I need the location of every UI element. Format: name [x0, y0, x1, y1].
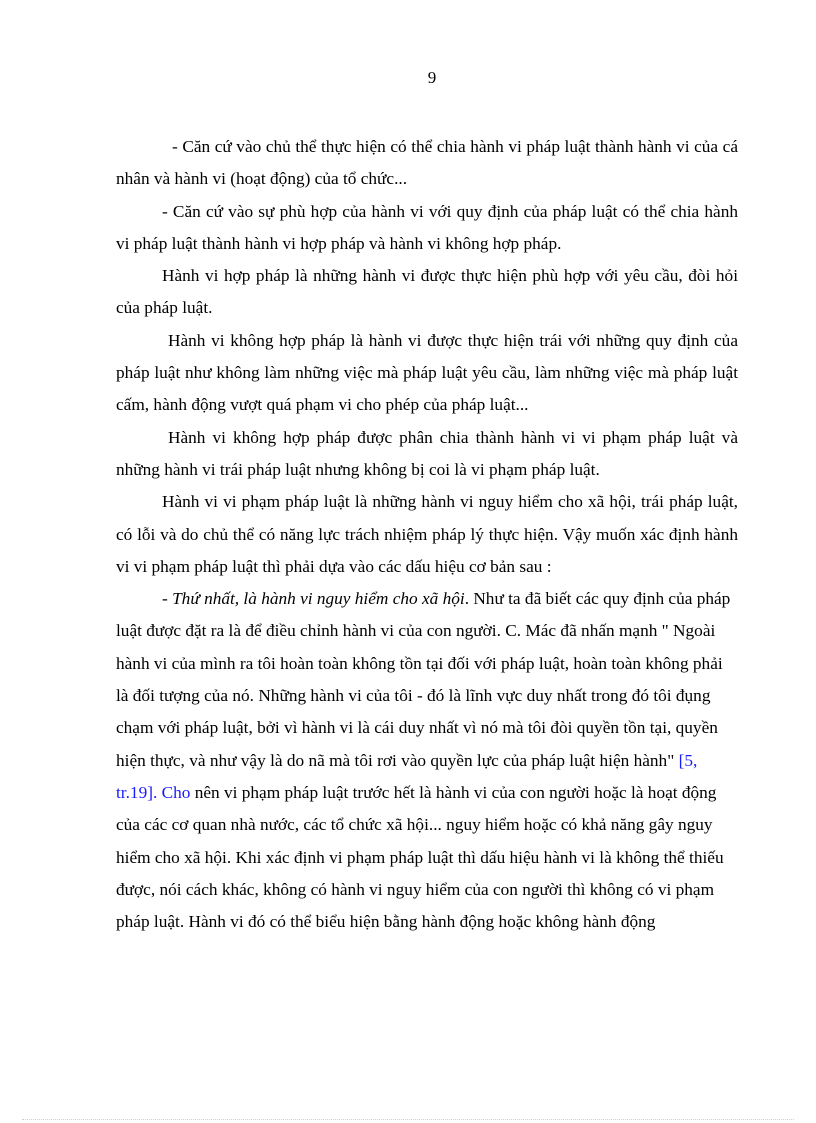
document-body: [116, 131, 738, 938]
paragraph-first-sign: [116, 583, 738, 938]
first-sign-heading: - Thứ nhất, là hành vi nguy hiểm cho xã hội: [162, 589, 465, 609]
citation-reference: [5, tr.19]. Cho: [116, 750, 698, 802]
first-sign-continuation: nên vi phạm pháp luật trước hết là hành vi của con người hoặc là hoạt động của các cơ quan nhà nước, các tổ chức xã hội... nguy hiểm hoặc có khả năng gây nguy hiểm cho xã hội. Khi xác định vi phạm pháp luật thì dấu hiệu hành vi là không thể thiếu được, nói cách khác, không có hành vi nguy hiểm của con người thì không có vi phạm pháp luật. Hành vi đó có thể biểu hiện bằng hành động hoặc không hành động: [116, 782, 724, 932]
first-sign-body: . Như ta đã biết các quy định của pháp luật được đặt ra là để điều chỉnh hành vi của con người. C. Mác đã nhấn mạnh " Ngoài hành vi của mình ra tôi hoàn toàn không tồn tại đối với pháp luật, hoàn toàn không phải là đối tượng của nó. Những hành vi của tôi - đó là lĩnh vực duy nhất trong đó tôi đụng chạm với pháp luật, bởi vì hành vi là cái duy nhất vì nó mà tôi đòi quyền tồn tại, quyền hiện thực, và như vậy là do nã mà tôi rơi vào quyền lực của pháp luật hiện hành": [116, 589, 731, 770]
paragraph-criteria-subject: - Căn cứ vào chủ thể thực hiện có thể chia hành vi pháp luật thành hành vi của cá nhân và hành vi (hoạt động) của tổ chức...: [116, 137, 738, 189]
paragraph-violation-definition: Hành vi vi phạm pháp luật là những hành vi nguy hiểm cho xã hội, trái pháp luật, có lỗi và do chủ thể có năng lực trách nhiệm pháp lý thực hiện. Vậy muốn xác định hành vi vi phạm pháp luật thì phải dựa vào các dấu hiệu cơ bản sau :: [116, 492, 738, 576]
paragraph-lawful-behavior: Hành vi hợp pháp là những hành vi được thực hiện phù hợp với yêu cầu, đòi hỏi của pháp luật.: [116, 266, 738, 318]
paragraph-unlawful-behavior: Hành vi không hợp pháp là hành vi được thực hiện trái với những quy định của pháp luật như không làm những việc mà pháp luật yêu cầu, làm những việc mà pháp luật cấm, hành động vượt quá phạm vi cho phép của pháp luật...: [116, 330, 738, 415]
page-number: 9: [427, 68, 437, 87]
paragraph-criteria-conformity: - Căn cứ vào sự phù hợp của hành vi với quy định của pháp luật có thể chia hành vi pháp luật thành hành vi hợp pháp và hành vi không hợp pháp.: [116, 201, 738, 253]
page-bottom-divider: [22, 1119, 794, 1120]
paragraph-unlawful-classification: Hành vi không hợp pháp được phân chia thành hành vi vi phạm pháp luật và những hành vi trái pháp luật nhưng không bị coi là vi phạm pháp luật.: [116, 427, 738, 479]
